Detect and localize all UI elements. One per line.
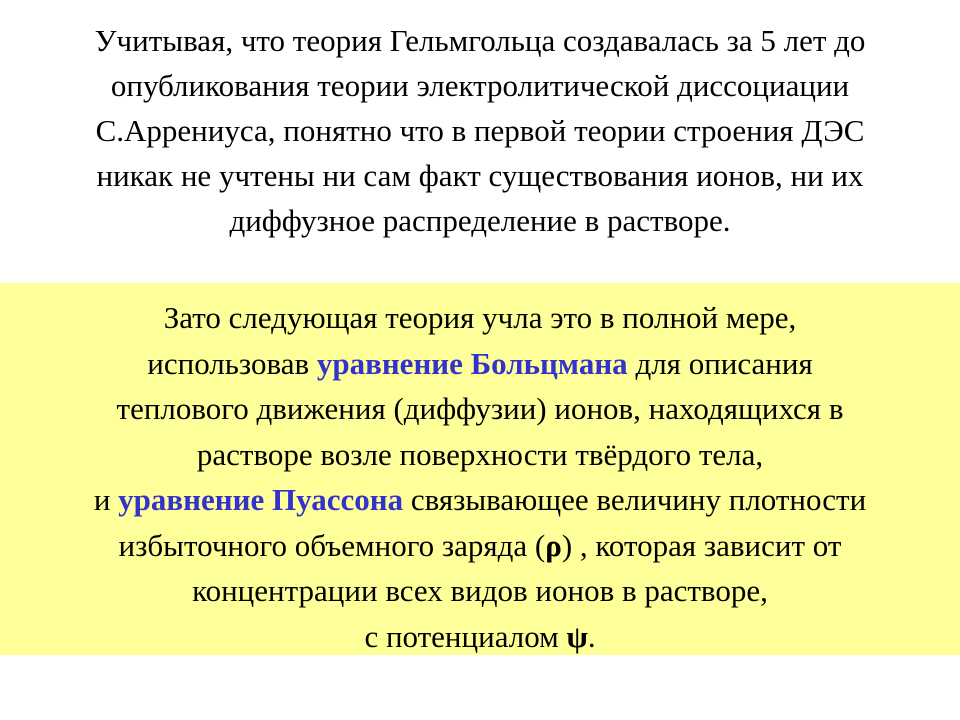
intro-paragraph <box>0 18 960 243</box>
theory-line-1: Зато следующая теория учла это в полной мере, <box>163 300 797 335</box>
intro-line-1: Учитывая, что теория Гельмгольца создавалась за 5 лет до <box>94 23 866 58</box>
theory-line-7: концентрации всех видов ионов в растворе, <box>192 573 768 608</box>
poisson-equation-term: уравнение Пуассона <box>118 482 404 517</box>
theory-line-5-end: связывающее величину плотности <box>403 482 867 517</box>
theory-line-6-start: избыточного объемного заряда ( <box>118 527 546 563</box>
theory-line-5 <box>0 477 960 523</box>
boltzmann-equation-term: уравнение Больцмана <box>316 345 628 381</box>
rho-symbol: ρ <box>545 527 562 563</box>
theory-line-2-end: для описания <box>627 345 813 381</box>
theory-line-6-end: ) , которая зависит от <box>561 527 842 563</box>
theory-line-8-end: . <box>587 618 596 654</box>
theory-line-2-start: использовав <box>147 345 317 381</box>
intro-line-3: С.Аррениуса, понятно что в первой теории строения ДЭС <box>95 113 865 148</box>
theory-line-8 <box>0 614 960 660</box>
theory-line-2 <box>0 341 960 387</box>
theory-line-4: растворе возле поверхности твёрдого тела, <box>196 436 764 472</box>
theory-line-6 <box>0 523 960 569</box>
theory-line-5-start: и <box>93 482 119 517</box>
theory-line-8-start: с потенциалом <box>364 618 567 654</box>
intro-line-5: диффузное распределение в растворе. <box>229 203 731 238</box>
psi-symbol: ψ <box>566 618 588 654</box>
intro-line-2: опубликования теории электролитической диссоциации <box>110 68 850 103</box>
intro-line-4: никак не учтены ни сам факт существования ионов, ни их <box>96 158 864 193</box>
theory-paragraph <box>0 295 960 659</box>
theory-line-3: теплового движения (диффузии) ионов, находящихся в <box>116 391 844 426</box>
